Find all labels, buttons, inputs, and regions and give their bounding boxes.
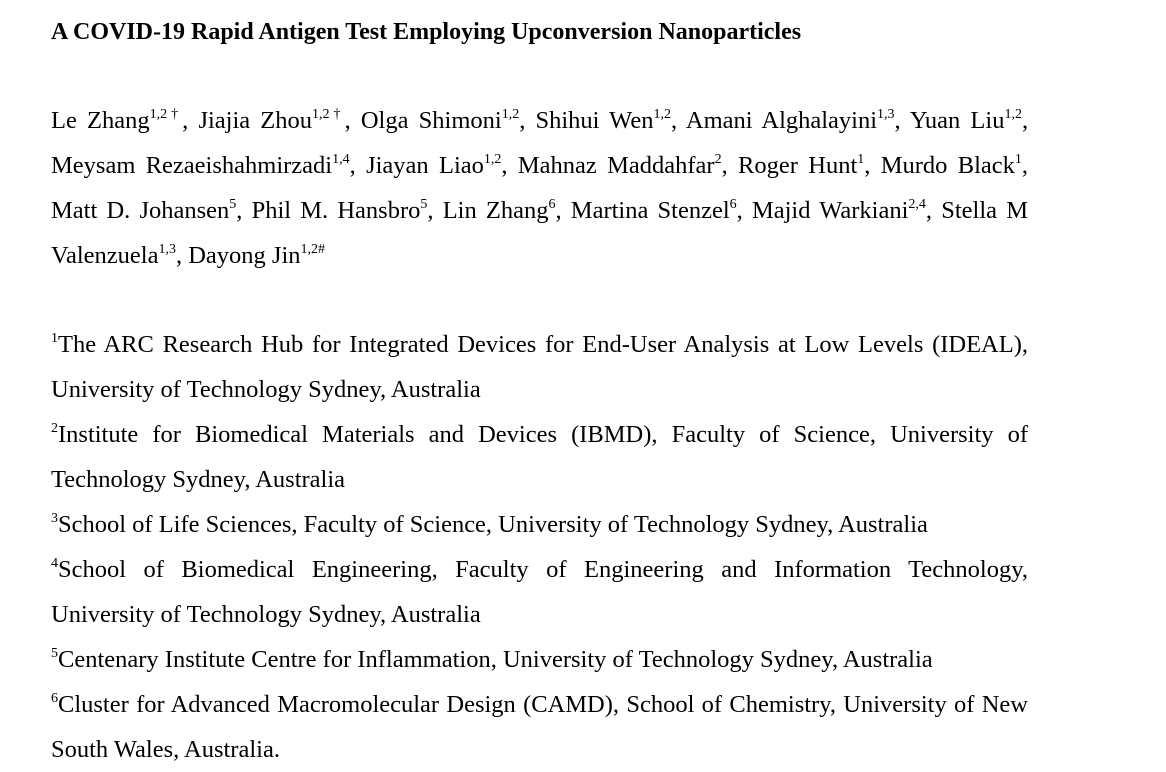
author-name: Shihui Wen <box>535 107 654 134</box>
author-affiliation-mark: 1,2 <box>483 152 502 167</box>
paper-title: A COVID-19 Rapid Antigen Test Employing Upconversion Nanoparticles <box>51 19 802 45</box>
author-name: Phil M. Hansbro <box>251 197 421 224</box>
author: Amani Alghalayini$^{1,3}$, <box>685 107 910 134</box>
author: Phil M. Hansbro$^5$, <box>251 197 443 224</box>
author-affiliation-mark: 1,2† <box>312 107 345 122</box>
author: Stella M Valenzuela$^{1,3}$, <box>51 197 1028 269</box>
affiliation-number: 2 <box>51 421 58 436</box>
author-affiliation-mark: 1,3 <box>877 107 895 122</box>
author: Matt D. Johansen$^5$, <box>51 197 252 224</box>
author: Jiayan Liao$^{1,2}$, <box>366 152 518 179</box>
author-affiliation-mark: 1,4 <box>332 152 350 167</box>
author-name: Olga Shimoni <box>360 107 502 134</box>
affiliation-text: Centenary Institute Centre for Inflammation, University of Technology Sydney, Australia <box>58 646 933 673</box>
affiliation-number: 6 <box>51 691 58 706</box>
affiliation-number: 3 <box>51 511 58 526</box>
author-name: Meysam Rezaeishahmirzadi <box>51 152 333 179</box>
author: Mahnaz Maddahfar$^2$, <box>517 152 739 179</box>
affiliation-text: The ARC Research Hub for Integrated Devices for End-User Analysis at Low Levels (IDEAL), University of Technology Sydney, Australia <box>51 331 1028 403</box>
author-affiliation-mark: 1 <box>1014 152 1022 167</box>
author-name: Yuan Liu <box>909 107 1005 134</box>
affiliation <box>51 502 1028 547</box>
author-affiliation-mark: 1 <box>857 152 865 167</box>
author-affiliation-mark: 1,2† <box>149 107 183 122</box>
author: Majid Warkiani$^{2,4}$, <box>751 197 942 224</box>
author-name: Le Zhang <box>51 107 150 134</box>
author: Lin Zhang$^6$, <box>442 197 571 224</box>
affiliation <box>51 682 1028 772</box>
author-name: Stella M Valenzuela <box>51 197 1028 269</box>
author-affiliation-mark: 2,4 <box>908 197 926 212</box>
author: Yuan Liu$^{1,2}$, <box>909 107 1029 134</box>
author-affiliation-mark: 6 <box>729 197 737 212</box>
author-affiliation-mark: 2 <box>714 152 722 167</box>
author-name: Murdo Black <box>880 152 1015 179</box>
author-name: Martina Stenzel <box>570 197 730 224</box>
author: Murdo Black$^1$, <box>880 152 1029 179</box>
author-affiliation-mark: 1,2 <box>653 107 671 122</box>
affiliation <box>51 322 1028 412</box>
affiliation-text: School of Biomedical Engineering, Faculty of Engineering and Information Technology, University of Technology Sydney, Australia <box>51 556 1028 628</box>
author-name: Roger Hunt <box>738 152 858 179</box>
author-affiliation-mark: 5 <box>420 197 428 212</box>
author-affiliation-mark: 1,2 <box>501 107 520 122</box>
affiliation-text: School of Life Sciences, Faculty of Science, University of Technology Sydney, Australia <box>58 511 928 538</box>
affiliation-number: 1 <box>51 331 58 346</box>
author <box>188 242 325 269</box>
author-affiliation-mark: 1,2 <box>1004 107 1022 122</box>
affiliation <box>51 547 1028 637</box>
affiliation <box>51 412 1028 502</box>
author-name: Majid Warkiani <box>751 197 909 224</box>
author-affiliation-mark: 1,3 <box>158 242 176 257</box>
affiliation-number: 5 <box>51 646 58 661</box>
author: Martina Stenzel$^6$, <box>570 197 752 224</box>
affiliation-list <box>51 322 1028 772</box>
author-affiliation-mark: 5 <box>229 197 237 212</box>
author: Shihui Wen$^{1,2}$, <box>535 107 686 134</box>
affiliation-number: 4 <box>51 556 58 571</box>
author: Roger Hunt$^1$, <box>738 152 881 179</box>
author-name: Jiayan Liao <box>366 152 484 179</box>
author: Le Zhang$^{1,2\dagger}$, <box>51 107 199 134</box>
affiliation <box>51 637 1028 682</box>
author-name: Dayong Jin <box>188 242 301 269</box>
affiliation-text: Cluster for Advanced Macromolecular Design (CAMD), School of Chemistry, University of New South Wales, Australia. <box>51 691 1028 763</box>
author: Jiajia Zhou$^{1,2\dagger}$, <box>198 107 361 134</box>
author-name: Mahnaz Maddahfar <box>517 152 715 179</box>
author-affiliation-mark: 1,2# <box>300 242 326 257</box>
author-name: Matt D. Johansen <box>51 197 230 224</box>
author: Olga Shimoni$^{1,2}$, <box>360 107 536 134</box>
author-list <box>51 98 1028 278</box>
author-affiliation-mark: 6 <box>548 197 556 212</box>
author-name: Jiajia Zhou <box>198 107 313 134</box>
affiliation-text: Institute for Biomedical Materials and Devices (IBMD), Faculty of Science, University of Technology Sydney, Australia <box>51 421 1028 493</box>
author-name: Amani Alghalayini <box>685 107 878 134</box>
author-name: Lin Zhang <box>442 197 549 224</box>
author: Meysam Rezaeishahmirzadi$^{1,4}$, <box>51 152 367 179</box>
